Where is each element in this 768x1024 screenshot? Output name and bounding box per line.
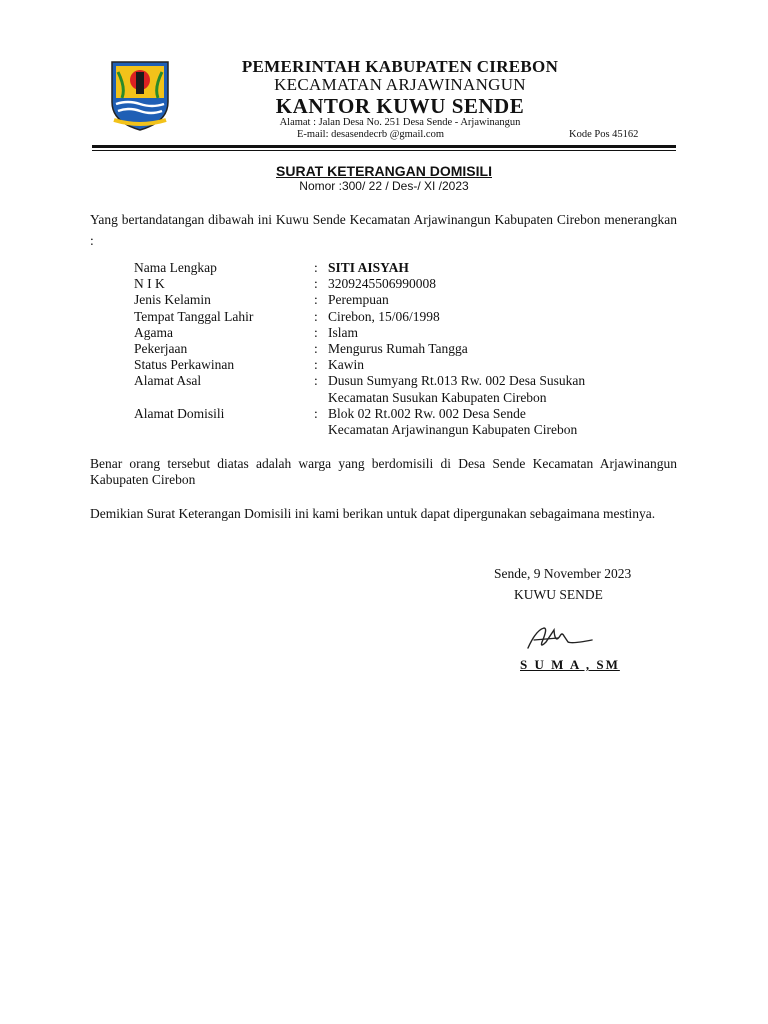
signature-date: Sende, 9 November 2023 (494, 566, 632, 581)
field-colon: : (314, 341, 318, 357)
signature-role: KUWU SENDE (514, 587, 603, 602)
field-colon: : (314, 373, 318, 389)
field-value: 3209245506990008 (328, 276, 436, 292)
field-colon: : (314, 405, 318, 421)
kop-address: Alamat : Jalan Desa No. 251 Desa Sende - Arjawinangun (279, 117, 521, 128)
field-row (134, 260, 674, 276)
field-label: Pekerjaan (134, 341, 188, 357)
field-row (134, 341, 674, 357)
statement-text: Benar orang tersebut diatas adalah warga yang berdomisili di Desa Sende Kecamatan Arjawinangun Kabupaten Cirebon (90, 456, 677, 487)
field-value-line: Kecamatan Arjawinangun Kabupaten Cirebon (328, 422, 578, 438)
closing-text: Demikian Surat Keterangan Domisili ini kami berikan untuk dapat dipergunakan sebagaimana mestinya. (90, 506, 656, 521)
kop-email: E-mail: desasendecrb @gmail.com (297, 129, 444, 140)
closing-paragraph (90, 503, 677, 524)
identity-table (134, 260, 674, 438)
field-colon: : (314, 276, 318, 292)
field-value: Kawin (328, 357, 364, 373)
field-value-line: Kecamatan Susukan Kabupaten Cirebon (328, 389, 547, 405)
field-value (328, 373, 674, 405)
field-value: Islam (328, 324, 358, 340)
field-value-line: Blok 02 Rt.002 Rw. 002 Desa Sende (328, 405, 526, 421)
field-label: N I K (134, 276, 165, 292)
field-value-line: Dusun Sumyang Rt.013 Rw. 002 Desa Susukan (328, 373, 586, 389)
intro-paragraph (90, 209, 677, 251)
field-label: Tempat Tanggal Lahir (134, 308, 254, 324)
letter-number: Nomor :300/ 22 / Des-/ XI /2023 (299, 179, 469, 193)
kop-government: PEMERINTAH KABUPATEN CIREBON (241, 57, 559, 76)
field-value: Mengurus Rumah Tangga (328, 341, 468, 357)
field-row (134, 309, 674, 325)
header-divider-thin (92, 150, 676, 151)
field-label: Nama Lengkap (134, 260, 217, 275)
field-colon: : (314, 292, 318, 308)
field-label: Jenis Kelamin (134, 292, 211, 308)
signatory-name: S U M A , SM (520, 657, 620, 672)
field-row (134, 357, 674, 373)
field-label: Alamat Asal (134, 373, 202, 389)
field-label: Alamat Domisili (134, 405, 225, 421)
field-value (328, 406, 674, 438)
field-row (134, 292, 674, 308)
field-value: SITI AISYAH (328, 260, 409, 275)
field-colon: : (314, 308, 318, 324)
handwritten-signature-icon (524, 622, 596, 654)
field-label: Agama (134, 324, 173, 340)
field-value: Cirebon, 15/06/1998 (328, 308, 440, 324)
field-row (134, 325, 674, 341)
field-colon: : (314, 260, 318, 275)
kop-postal-code: Kode Pos 45162 (569, 129, 639, 140)
field-row (134, 373, 674, 405)
kop-office: KANTOR KUWU SENDE (275, 94, 525, 118)
field-colon: : (314, 324, 318, 340)
field-row (134, 276, 674, 292)
header-divider-thick (92, 145, 676, 148)
kop-district: KECAMATAN ARJAWINANGUN (274, 75, 526, 94)
letter-title: SURAT KETERANGAN DOMISILI (276, 163, 492, 179)
field-label: Status Perkawinan (134, 357, 235, 373)
intro-text: Yang bertandatangan dibawah ini Kuwu Sende Kecamatan Arjawinangun Kabupaten Cirebon menerangkan : (90, 212, 677, 248)
statement-paragraph (90, 456, 677, 488)
field-row (134, 406, 674, 438)
field-colon: : (314, 357, 318, 373)
field-value: Perempuan (328, 292, 389, 308)
